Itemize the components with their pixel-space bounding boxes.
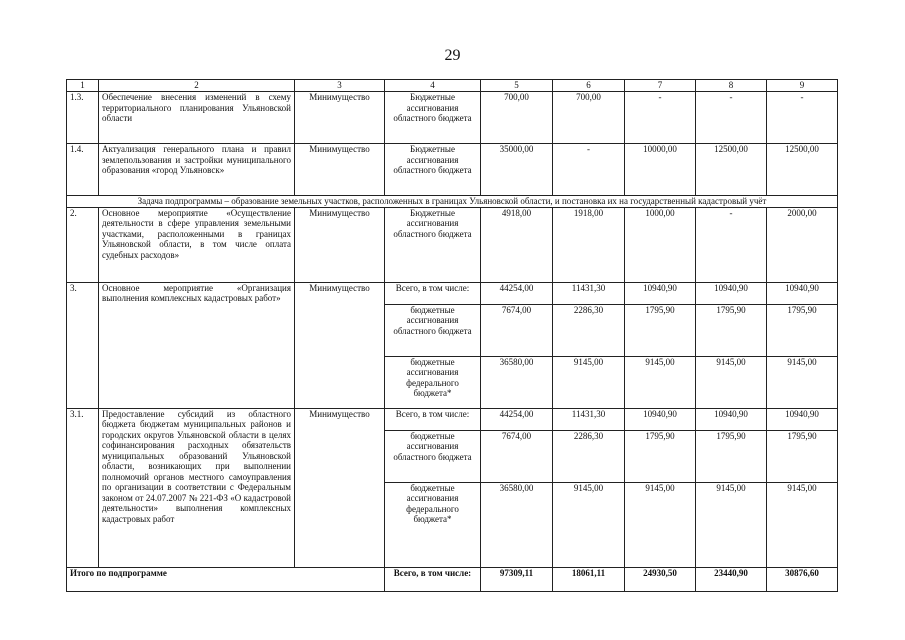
table-row [67, 144, 838, 196]
value-col8: 10940,90 [696, 282, 767, 304]
value-col7: 1795,90 [625, 430, 696, 482]
header-cell: 6 [553, 80, 625, 92]
measure-name: Основное мероприятие «Организация выполнения комплексных кадастровых работ» [99, 282, 295, 408]
value-col7: 9145,00 [625, 356, 696, 408]
value-col5: 7674,00 [481, 430, 553, 482]
value-col6: 18061,11 [553, 567, 625, 591]
funding-source: Всего, в том числе: [385, 282, 481, 304]
total-label: Итого по подпрограмме [67, 567, 385, 591]
value-col5: 7674,00 [481, 304, 553, 356]
value-col5: 35000,00 [481, 144, 553, 196]
executor: Минимущество [295, 282, 385, 408]
value-col6: 1918,00 [553, 207, 625, 282]
header-cell: 5 [481, 80, 553, 92]
value-col8: 9145,00 [696, 356, 767, 408]
value-col5: 4918,00 [481, 207, 553, 282]
executor: Минимущество [295, 207, 385, 282]
table-row [67, 207, 838, 282]
task-row [67, 196, 838, 208]
funding-source: Всего, в том числе: [385, 567, 481, 591]
value-col5: 97309,11 [481, 567, 553, 591]
header-cell: 8 [696, 80, 767, 92]
total-row [67, 567, 838, 591]
funding-source: Всего, в том числе: [385, 408, 481, 430]
value-col6: 700,00 [553, 92, 625, 144]
value-col7: 10940,90 [625, 282, 696, 304]
funding-source: Бюджетные ассигнования областного бюджета [385, 92, 481, 144]
table-row [67, 92, 838, 144]
budget-table [66, 79, 838, 592]
row-number: 3.1. [67, 408, 99, 567]
executor: Минимущество [295, 144, 385, 196]
value-col9: 9145,00 [767, 356, 838, 408]
header-cell: 1 [67, 80, 99, 92]
value-col8: - [696, 207, 767, 282]
value-col6: 11431,30 [553, 408, 625, 430]
measure-name: Предоставление субсидий из областного бюджета бюджетам муниципальных районов и городских округов Ульяновской области в целях софинансирования расходных обязательств муниципальных образований Ульяновской области, возникающих при выполнении полномочий органов местного самоуправления по организации в соответствии с Федеральным законом от 24.07.2007 № 221-ФЗ «О кадастровой деятельности» выполнения комплексных кадастровых работ [99, 408, 295, 567]
value-col5: 700,00 [481, 92, 553, 144]
table-row [67, 408, 838, 430]
value-col8: 10940,90 [696, 408, 767, 430]
row-number: 1.4. [67, 144, 99, 196]
value-col9: 1795,90 [767, 430, 838, 482]
value-col8: 12500,00 [696, 144, 767, 196]
value-col8: 23440,90 [696, 567, 767, 591]
value-col8: 1795,90 [696, 304, 767, 356]
value-col8: 9145,00 [696, 482, 767, 567]
header-cell: 7 [625, 80, 696, 92]
funding-source: Бюджетные ассигнования областного бюджета [385, 207, 481, 282]
value-col9: - [767, 92, 838, 144]
header-cell: 3 [295, 80, 385, 92]
value-col6: 9145,00 [553, 356, 625, 408]
header-cell: 9 [767, 80, 838, 92]
subprogram-task: Задача подпрограммы – образование земельных участков, расположенных в границах Ульяновской области, и постановка их на государственный кадастровый учёт [67, 196, 838, 208]
value-col9: 1795,90 [767, 304, 838, 356]
table-row [67, 282, 838, 304]
value-col6: 2286,30 [553, 430, 625, 482]
measure-name: Основное мероприятие «Осуществление деятельности в сфере управления земельными участками, расположенными в границах Ульяновской области, в том числе оплата судебных расходов» [99, 207, 295, 282]
value-col9: 30876,60 [767, 567, 838, 591]
value-col7: 1795,90 [625, 304, 696, 356]
value-col5: 44254,00 [481, 408, 553, 430]
value-col9: 2000,00 [767, 207, 838, 282]
funding-source: бюджетные ассигнования областного бюджета [385, 304, 481, 356]
value-col6: - [553, 144, 625, 196]
value-col8: - [696, 92, 767, 144]
funding-source: бюджетные ассигнования федерального бюджета* [385, 482, 481, 567]
value-col7: 1000,00 [625, 207, 696, 282]
value-col9: 10940,90 [767, 408, 838, 430]
value-col6: 11431,30 [553, 282, 625, 304]
value-col6: 9145,00 [553, 482, 625, 567]
row-number: 3. [67, 282, 99, 408]
value-col7: 10000,00 [625, 144, 696, 196]
row-number: 2. [67, 207, 99, 282]
page-number: 29 [444, 47, 461, 64]
value-col5: 44254,00 [481, 282, 553, 304]
value-col8: 1795,90 [696, 430, 767, 482]
value-col5: 36580,00 [481, 482, 553, 567]
header-cell: 4 [385, 80, 481, 92]
value-col9: 9145,00 [767, 482, 838, 567]
value-col7: 24930,50 [625, 567, 696, 591]
measure-name: Обеспечение внесения изменений в схему территориального планирования Ульяновской области [99, 92, 295, 144]
value-col5: 36580,00 [481, 356, 553, 408]
value-col7: 10940,90 [625, 408, 696, 430]
executor: Минимущество [295, 408, 385, 567]
executor: Минимущество [295, 92, 385, 144]
value-col9: 10940,90 [767, 282, 838, 304]
measure-name: Актуализация генерального плана и правил землепользования и застройки муниципального образования «город Ульяновск» [99, 144, 295, 196]
row-number: 1.3. [67, 92, 99, 144]
header-cell: 2 [99, 80, 295, 92]
value-col6: 2286,30 [553, 304, 625, 356]
header-row [67, 80, 838, 92]
funding-source: Бюджетные ассигнования областного бюджета [385, 144, 481, 196]
funding-source: бюджетные ассигнования областного бюджета [385, 430, 481, 482]
value-col9: 12500,00 [767, 144, 838, 196]
funding-source: бюджетные ассигнования федерального бюджета* [385, 356, 481, 408]
value-col7: 9145,00 [625, 482, 696, 567]
value-col7: - [625, 92, 696, 144]
